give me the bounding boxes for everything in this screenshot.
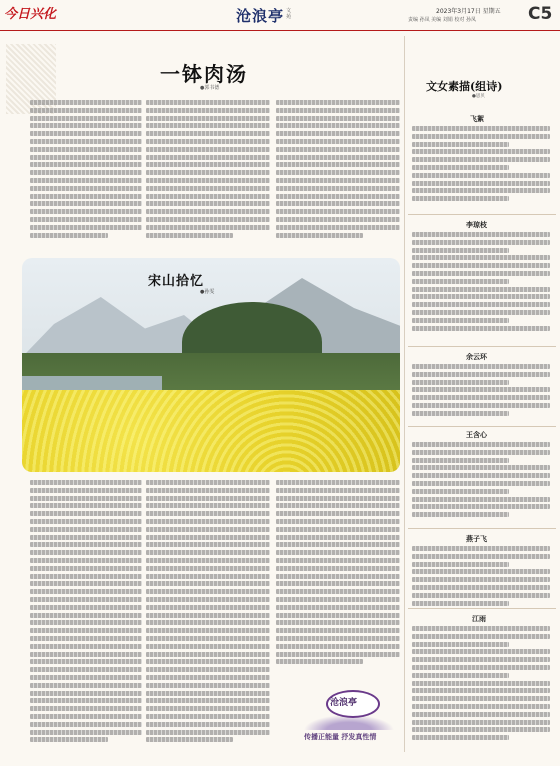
column-name: 沧浪亭: [236, 7, 285, 25]
poet-name: 李琼枝: [466, 221, 487, 229]
poem-text: [412, 626, 550, 756]
photo-flowers: [22, 390, 400, 472]
poem-text: [412, 232, 550, 342]
poems-title: 文女素描(组诗): [426, 80, 503, 93]
poet-name: 余云环: [466, 353, 487, 361]
poet-name: 燕子飞: [466, 535, 487, 543]
editors-line: 责编 孙凤 美编 刘娟 校对 孙凤: [408, 17, 476, 23]
poem-separator: [408, 528, 556, 529]
article-column-1: [30, 100, 142, 250]
stamp-subtitle: 传播正能量 抒发真性情: [304, 732, 377, 741]
article-title: 一钵肉汤: [160, 62, 248, 86]
column-stamp-logo: [296, 682, 402, 754]
poems-author: ●思贝: [472, 94, 485, 99]
second-article-title: 宋山拾忆: [148, 274, 205, 289]
page-number: C5: [528, 4, 553, 24]
poem-separator: [408, 426, 556, 427]
second-article-author: ●孙雯: [200, 289, 215, 295]
poem-text: [412, 442, 550, 526]
newspaper-logo: 今日兴化: [4, 7, 57, 22]
article-column-5: [146, 480, 270, 758]
poem-separator: [408, 346, 556, 347]
poet-name: 飞絮: [470, 115, 484, 123]
article-column-6: [276, 480, 400, 676]
poet-name: 江雨: [472, 615, 486, 623]
poem-text: [412, 126, 550, 210]
column-sub: 文苑: [286, 8, 292, 20]
article-column-4: [30, 480, 142, 758]
issue-date: 2023年3月17日 星期五: [436, 8, 501, 15]
article-column-3: [276, 100, 400, 250]
article-column-2: [146, 100, 270, 250]
poem-text: [412, 546, 550, 614]
column-divider: [404, 36, 405, 752]
stamp-title: 沧浪亭: [330, 698, 358, 708]
poet-name: 王含心: [466, 431, 487, 439]
poem-separator: [408, 608, 556, 609]
masthead: [0, 0, 560, 31]
article-author: ●郭书德: [200, 85, 220, 91]
poem-separator: [408, 214, 556, 215]
poem-text: [412, 364, 550, 424]
